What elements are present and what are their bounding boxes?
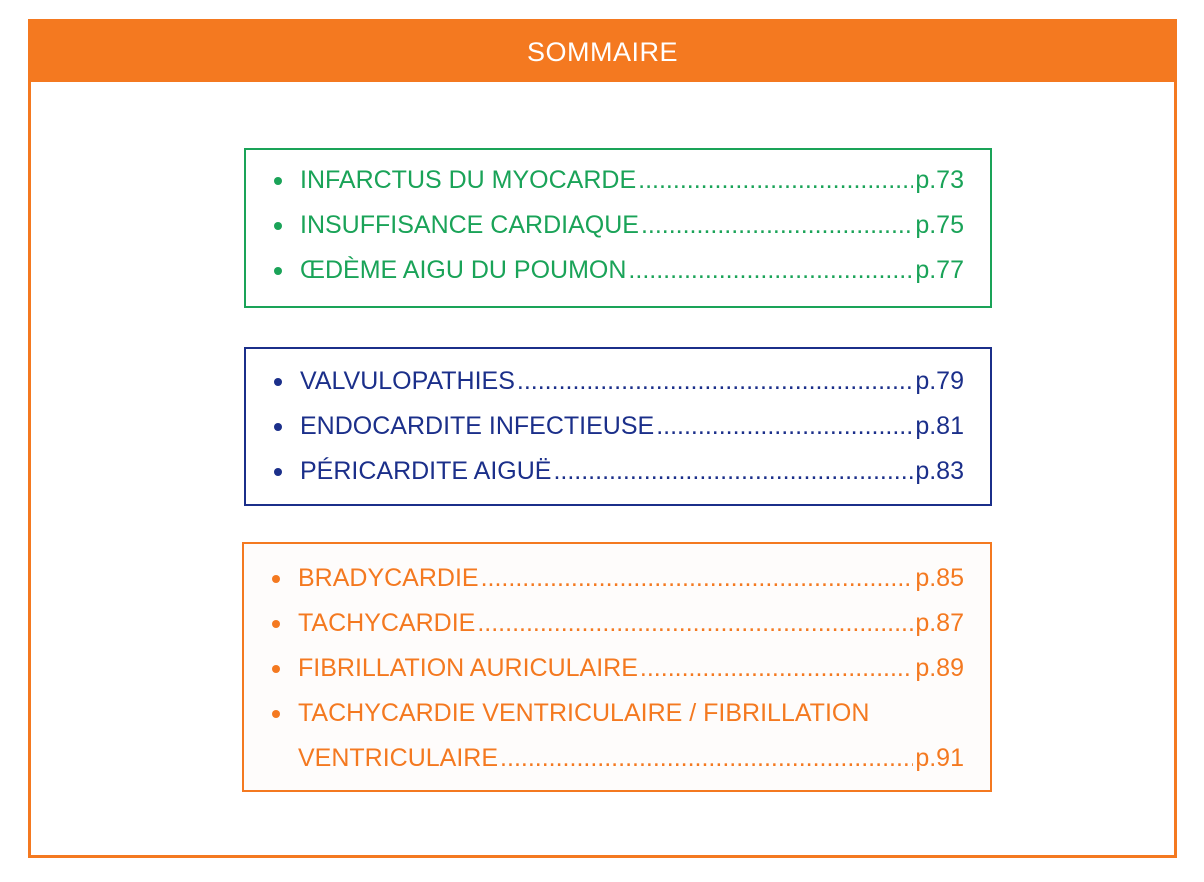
toc-dot-leader (656, 404, 913, 449)
toc-item[interactable] (246, 449, 990, 494)
toc-dot-leader (477, 601, 913, 646)
toc-dot-leader (628, 248, 913, 293)
summary-header (31, 22, 1174, 82)
toc-dot-leader (640, 646, 913, 691)
toc-label: TACHYCARDIE VENTRICULAIRE / FIBRILLATION (298, 699, 870, 727)
toc-label: BRADYCARDIE (298, 564, 479, 592)
toc-page: p.89 (915, 654, 964, 682)
toc-page: p.87 (915, 609, 964, 637)
toc-item[interactable] (246, 158, 990, 203)
toc-dot-leader (500, 736, 913, 781)
bullet-icon (274, 423, 282, 431)
toc-dot-leader (638, 158, 913, 203)
toc-label: TACHYCARDIE (298, 609, 476, 637)
toc-page: p.83 (915, 457, 964, 485)
bullet-icon (272, 575, 280, 583)
section-blue (244, 347, 992, 506)
toc-label-continuation (298, 736, 964, 781)
toc-page: p.85 (915, 564, 964, 592)
bullet-icon (272, 710, 280, 718)
toc-label: PÉRICARDITE AIGUË (300, 457, 552, 485)
bullet-icon (274, 177, 282, 185)
toc-item[interactable] (246, 203, 990, 248)
toc-page: p.73 (915, 166, 964, 194)
toc-label: ŒDÈME AIGU DU POUMON (300, 256, 627, 284)
bullet-icon (272, 665, 280, 673)
toc-item[interactable] (244, 601, 990, 646)
toc-page: p.91 (915, 744, 964, 772)
section-orange (242, 542, 992, 792)
toc-label: INFARCTUS DU MYOCARDE (300, 166, 637, 194)
toc-page: p.81 (915, 412, 964, 440)
toc-item[interactable] (246, 404, 990, 449)
summary-frame (28, 19, 1177, 858)
toc-item[interactable] (246, 248, 990, 293)
toc-label: FIBRILLATION AURICULAIRE (298, 654, 638, 682)
toc-label: ENDOCARDITE INFECTIEUSE (300, 412, 655, 440)
summary-title: SOMMAIRE (526, 36, 678, 67)
toc-label: VENTRICULAIRE (298, 744, 499, 772)
toc-item[interactable] (246, 359, 990, 404)
toc-item[interactable] (244, 691, 990, 781)
toc-item[interactable] (244, 646, 990, 691)
toc-label: INSUFFISANCE CARDIAQUE (300, 211, 639, 239)
toc-dot-leader (481, 556, 914, 601)
bullet-icon (274, 378, 282, 386)
toc-dot-leader (553, 449, 913, 494)
bullet-icon (274, 222, 282, 230)
toc-label: VALVULOPATHIES (300, 367, 515, 395)
toc-page: p.77 (915, 256, 964, 284)
toc-page: p.75 (915, 211, 964, 239)
section-green (244, 148, 992, 308)
bullet-icon (272, 620, 280, 628)
toc-dot-leader (517, 359, 913, 404)
bullet-icon (274, 468, 282, 476)
bullet-icon (274, 267, 282, 275)
toc-dot-leader (641, 203, 913, 248)
toc-page: p.79 (915, 367, 964, 395)
toc-item[interactable] (244, 556, 990, 601)
